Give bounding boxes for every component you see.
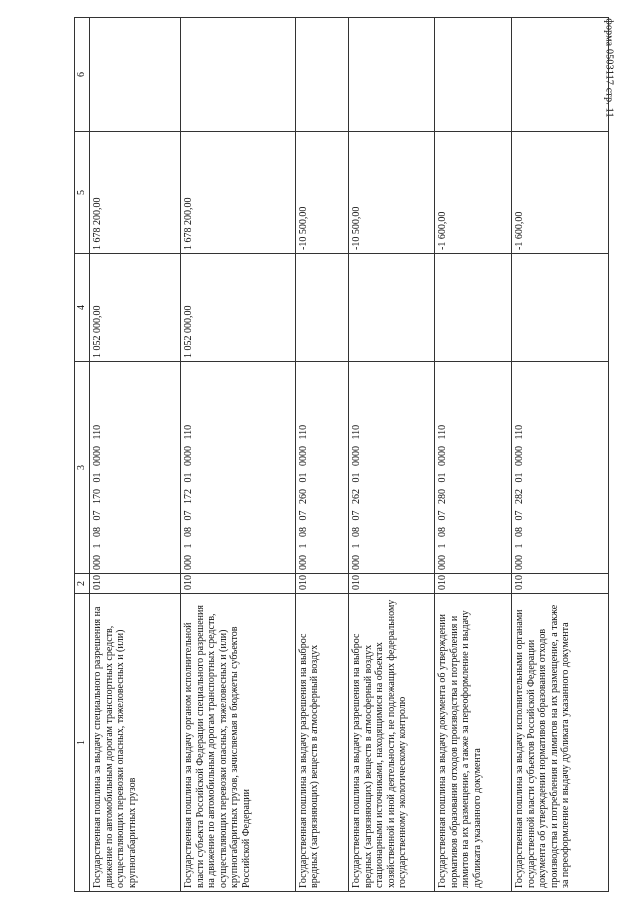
table-row [295, 18, 349, 892]
row-name-cell: Государственная пошлина за выдачу разрешения на выброс вредных (загрязняющих) веществ в атмосферный воздух стационарными источниками, находящимися на объектах хозяйственной и иной деятельности, не подлежащих федеральному государственному экологическому контролю [349, 594, 435, 892]
table-row [181, 18, 296, 892]
executed-amount-cell: -1 600,00 [512, 132, 609, 254]
row-name-cell: Государственная пошлина за выдачу исполнительными органами государственной власти субъектов Российской Федерации документа об утверждении нормативов образования отходов производства и потребления и лимитов на их размещение, а также за переоформление и выдачу дубликата указанного документа [512, 594, 609, 892]
row-name-cell: Государственная пошлина за выдачу специального разрешения на движение по автомобильным дорогам транспортных средств, осуществляющих перевозки опасных, тяжеловесных и (или) крупногабаритных грузов [90, 594, 181, 892]
column-header: 1 [75, 594, 90, 892]
approved-amount-cell [349, 254, 435, 362]
unexecuted-amount-cell [349, 18, 435, 132]
table-row [435, 18, 512, 892]
unexecuted-amount-cell [295, 18, 349, 132]
executed-amount-cell: -10 500,00 [349, 132, 435, 254]
line-code-cell: 010 [435, 574, 512, 594]
budget-code-cell: 000 1 08 07 170 01 0000 110 [90, 362, 181, 574]
unexecuted-amount-cell [90, 18, 181, 132]
line-code-cell: 010 [90, 574, 181, 594]
approved-amount-cell: 1 052 000,00 [181, 254, 296, 362]
table-body [90, 18, 609, 892]
approved-amount-cell [295, 254, 349, 362]
row-name-cell: Государственная пошлина за выдачу органом исполнительной власти субъекта Российской Федерации специального разрешения на движение по автомобильным дорогам транспортных средств, осуществляющих перевозки опасных, тяжеловесных и (или) крупногабаритных грузов, зачисляемая в бюджеты субъектов Российской Федерации [181, 594, 296, 892]
approved-amount-cell [435, 254, 512, 362]
table-row [349, 18, 435, 892]
line-code-cell: 010 [512, 574, 609, 594]
budget-code-cell: 000 1 08 07 260 01 0000 110 [295, 362, 349, 574]
executed-amount-cell: -1 600,00 [435, 132, 512, 254]
unexecuted-amount-cell [512, 18, 609, 132]
column-header: 6 [75, 18, 90, 132]
line-code-cell: 010 [349, 574, 435, 594]
unexecuted-amount-cell [435, 18, 512, 132]
table-header [75, 18, 90, 892]
header-row [75, 18, 90, 892]
table-row [512, 18, 609, 892]
budget-code-cell: 000 1 08 07 172 01 0000 110 [181, 362, 296, 574]
executed-amount-cell: 1 678 200,00 [181, 132, 296, 254]
rotated-table-wrapper [74, 18, 609, 892]
budget-code-cell: 000 1 08 07 280 01 0000 110 [435, 362, 512, 574]
column-header: 2 [75, 574, 90, 594]
approved-amount-cell: 1 052 000,00 [90, 254, 181, 362]
line-code-cell: 010 [295, 574, 349, 594]
line-code-cell: 010 [181, 574, 296, 594]
executed-amount-cell: 1 678 200,00 [90, 132, 181, 254]
revenue-table [74, 17, 609, 892]
column-header: 3 [75, 362, 90, 574]
executed-amount-cell: -10 500,00 [295, 132, 349, 254]
row-name-cell: Государственная пошлина за выдачу документа об утверждении нормативов образования отходов производства и потребления и лимитов на их размещение, а также за переоформление и выдачу дубликата указанного документа [435, 594, 512, 892]
form-label-text: форма 0503117 стр. 11 [603, 18, 615, 118]
approved-amount-cell [512, 254, 609, 362]
budget-code-cell: 000 1 08 07 282 01 0000 110 [512, 362, 609, 574]
budget-code-cell: 000 1 08 07 262 01 0000 110 [349, 362, 435, 574]
table-row [90, 18, 181, 892]
row-name-cell: Государственная пошлина за выдачу разрешения на выброс вредных (загрязняющих) веществ в атмосферный воздух [295, 594, 349, 892]
column-header: 5 [75, 132, 90, 254]
unexecuted-amount-cell [181, 18, 296, 132]
column-header: 4 [75, 254, 90, 362]
